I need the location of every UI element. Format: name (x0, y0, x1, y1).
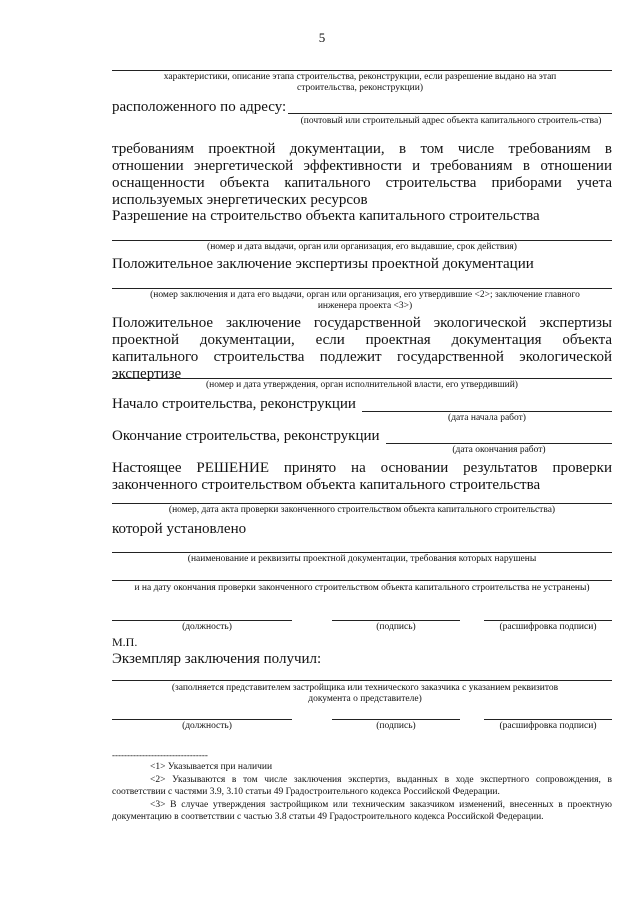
caption-representative: (заполняется представителем застройщика или технического заказчика с указанием реквизитов документа о представителе) (171, 683, 559, 704)
eco-expertise-paragraph: Положительное заключение государственной экологической экспертизы проектной документации, если проектная документация объекта капитального строительства подлежит государственной экологической экспертизе (112, 315, 612, 382)
sign1-signature-caption: (подпись) (376, 622, 416, 632)
sign1-position-caption: (должность) (182, 622, 232, 632)
sign2-position-line (112, 719, 292, 720)
footnote-2: <2> Указываются в том числе заключения экспертиз, выданных в ходе экспертного сопровождения, в соответствии с частями 3.9, 3.10 статьи 49 Градостроительного кодекса Российской Федерации. (112, 775, 612, 797)
expertise-line (112, 288, 612, 289)
start-line (362, 411, 612, 412)
address-label: расположенного по адресу: (112, 99, 287, 115)
footnote-separator: -------------------------------- (112, 750, 208, 760)
sign2-signature-line (332, 719, 460, 720)
caption-expertise: (номер заключения и дата его выдачи, орган или организация, его утвердившие <2>; заключение главного инженера проекта <3>) (150, 290, 580, 311)
caption-start: (дата начала работ) (448, 413, 526, 423)
sign1-decoding-caption: (расшифровка подписи) (499, 622, 597, 632)
page-number: 5 (318, 30, 326, 45)
copy-received-label: Экземпляр заключения получил: (112, 651, 322, 667)
decision-paragraph: Настоящее РЕШЕНИЕ принято на основании результатов проверки законченного строительством объекта капитального строительства (112, 460, 612, 493)
sign1-position-line (112, 620, 292, 621)
caption-permit: (номер и дата выдачи, орган или организация, его выдавшие, срок действия) (207, 242, 517, 252)
violated-line (112, 552, 612, 553)
not-fixed-line (112, 580, 612, 581)
sign1-decoding-line (484, 620, 612, 621)
end-line (386, 443, 612, 444)
sign2-position-caption: (должность) (182, 721, 232, 731)
representative-line (112, 680, 612, 681)
act-line (112, 503, 612, 504)
footnote-3: <3> В случае утверждения застройщиком или техническим заказчиком изменений, внесенных в проектную документацию в соответствии с частью 3.8 статьи 49 Градостроительного кодекса Российской Федерации. (112, 800, 612, 822)
expertise-label: Положительное заключение экспертизы проектной документации (112, 256, 534, 272)
caption-act: (номер, дата акта проверки законченного строительством объекта капитального строительства) (168, 505, 556, 515)
footnote-1: <1> Указывается при наличии (150, 762, 273, 772)
caption-end: (дата окончания работ) (452, 445, 546, 455)
sign2-decoding-caption: (расшифровка подписи) (499, 721, 597, 731)
caption-violated: (наименование и реквизиты проектной документации, требования которых нарушены (187, 554, 537, 564)
caption-stage: характеристики, описание этапа строительства, реконструкции, если разрешение выдано на этап строительства, реконструкции) (163, 72, 557, 93)
sign2-signature-caption: (подпись) (376, 721, 416, 731)
requirements-paragraph: требованиям проектной документации, в том числе требованиям в отношении энергетической эффективности и требованиям в отношении оснащенности объекта капитального строительства приборами учета используемых энергетических ресурсов (112, 141, 612, 208)
address-line (288, 113, 612, 114)
permit-label: Разрешение на строительство объекта капитального строительства (112, 208, 540, 224)
permit-line (112, 240, 612, 241)
caption-address: (почтовый или строительный адрес объекта капитального строитель-ства) (300, 116, 602, 126)
stamp-label: М.П. (112, 635, 138, 649)
stage-line (112, 70, 612, 71)
end-label: Окончание строительства, реконструкции (112, 428, 380, 444)
eco-line (112, 378, 612, 379)
caption-not-fixed: и на дату окончания проверки законченного строительством объекта капитального строительства не устранены) (134, 583, 590, 593)
start-label: Начало строительства, реконструкции (112, 396, 356, 412)
caption-eco: (номер и дата утверждения, орган исполнительной власти, его утвердивший) (206, 380, 518, 390)
sign2-decoding-line (484, 719, 612, 720)
sign1-signature-line (332, 620, 460, 621)
established-label: которой установлено (112, 521, 247, 537)
